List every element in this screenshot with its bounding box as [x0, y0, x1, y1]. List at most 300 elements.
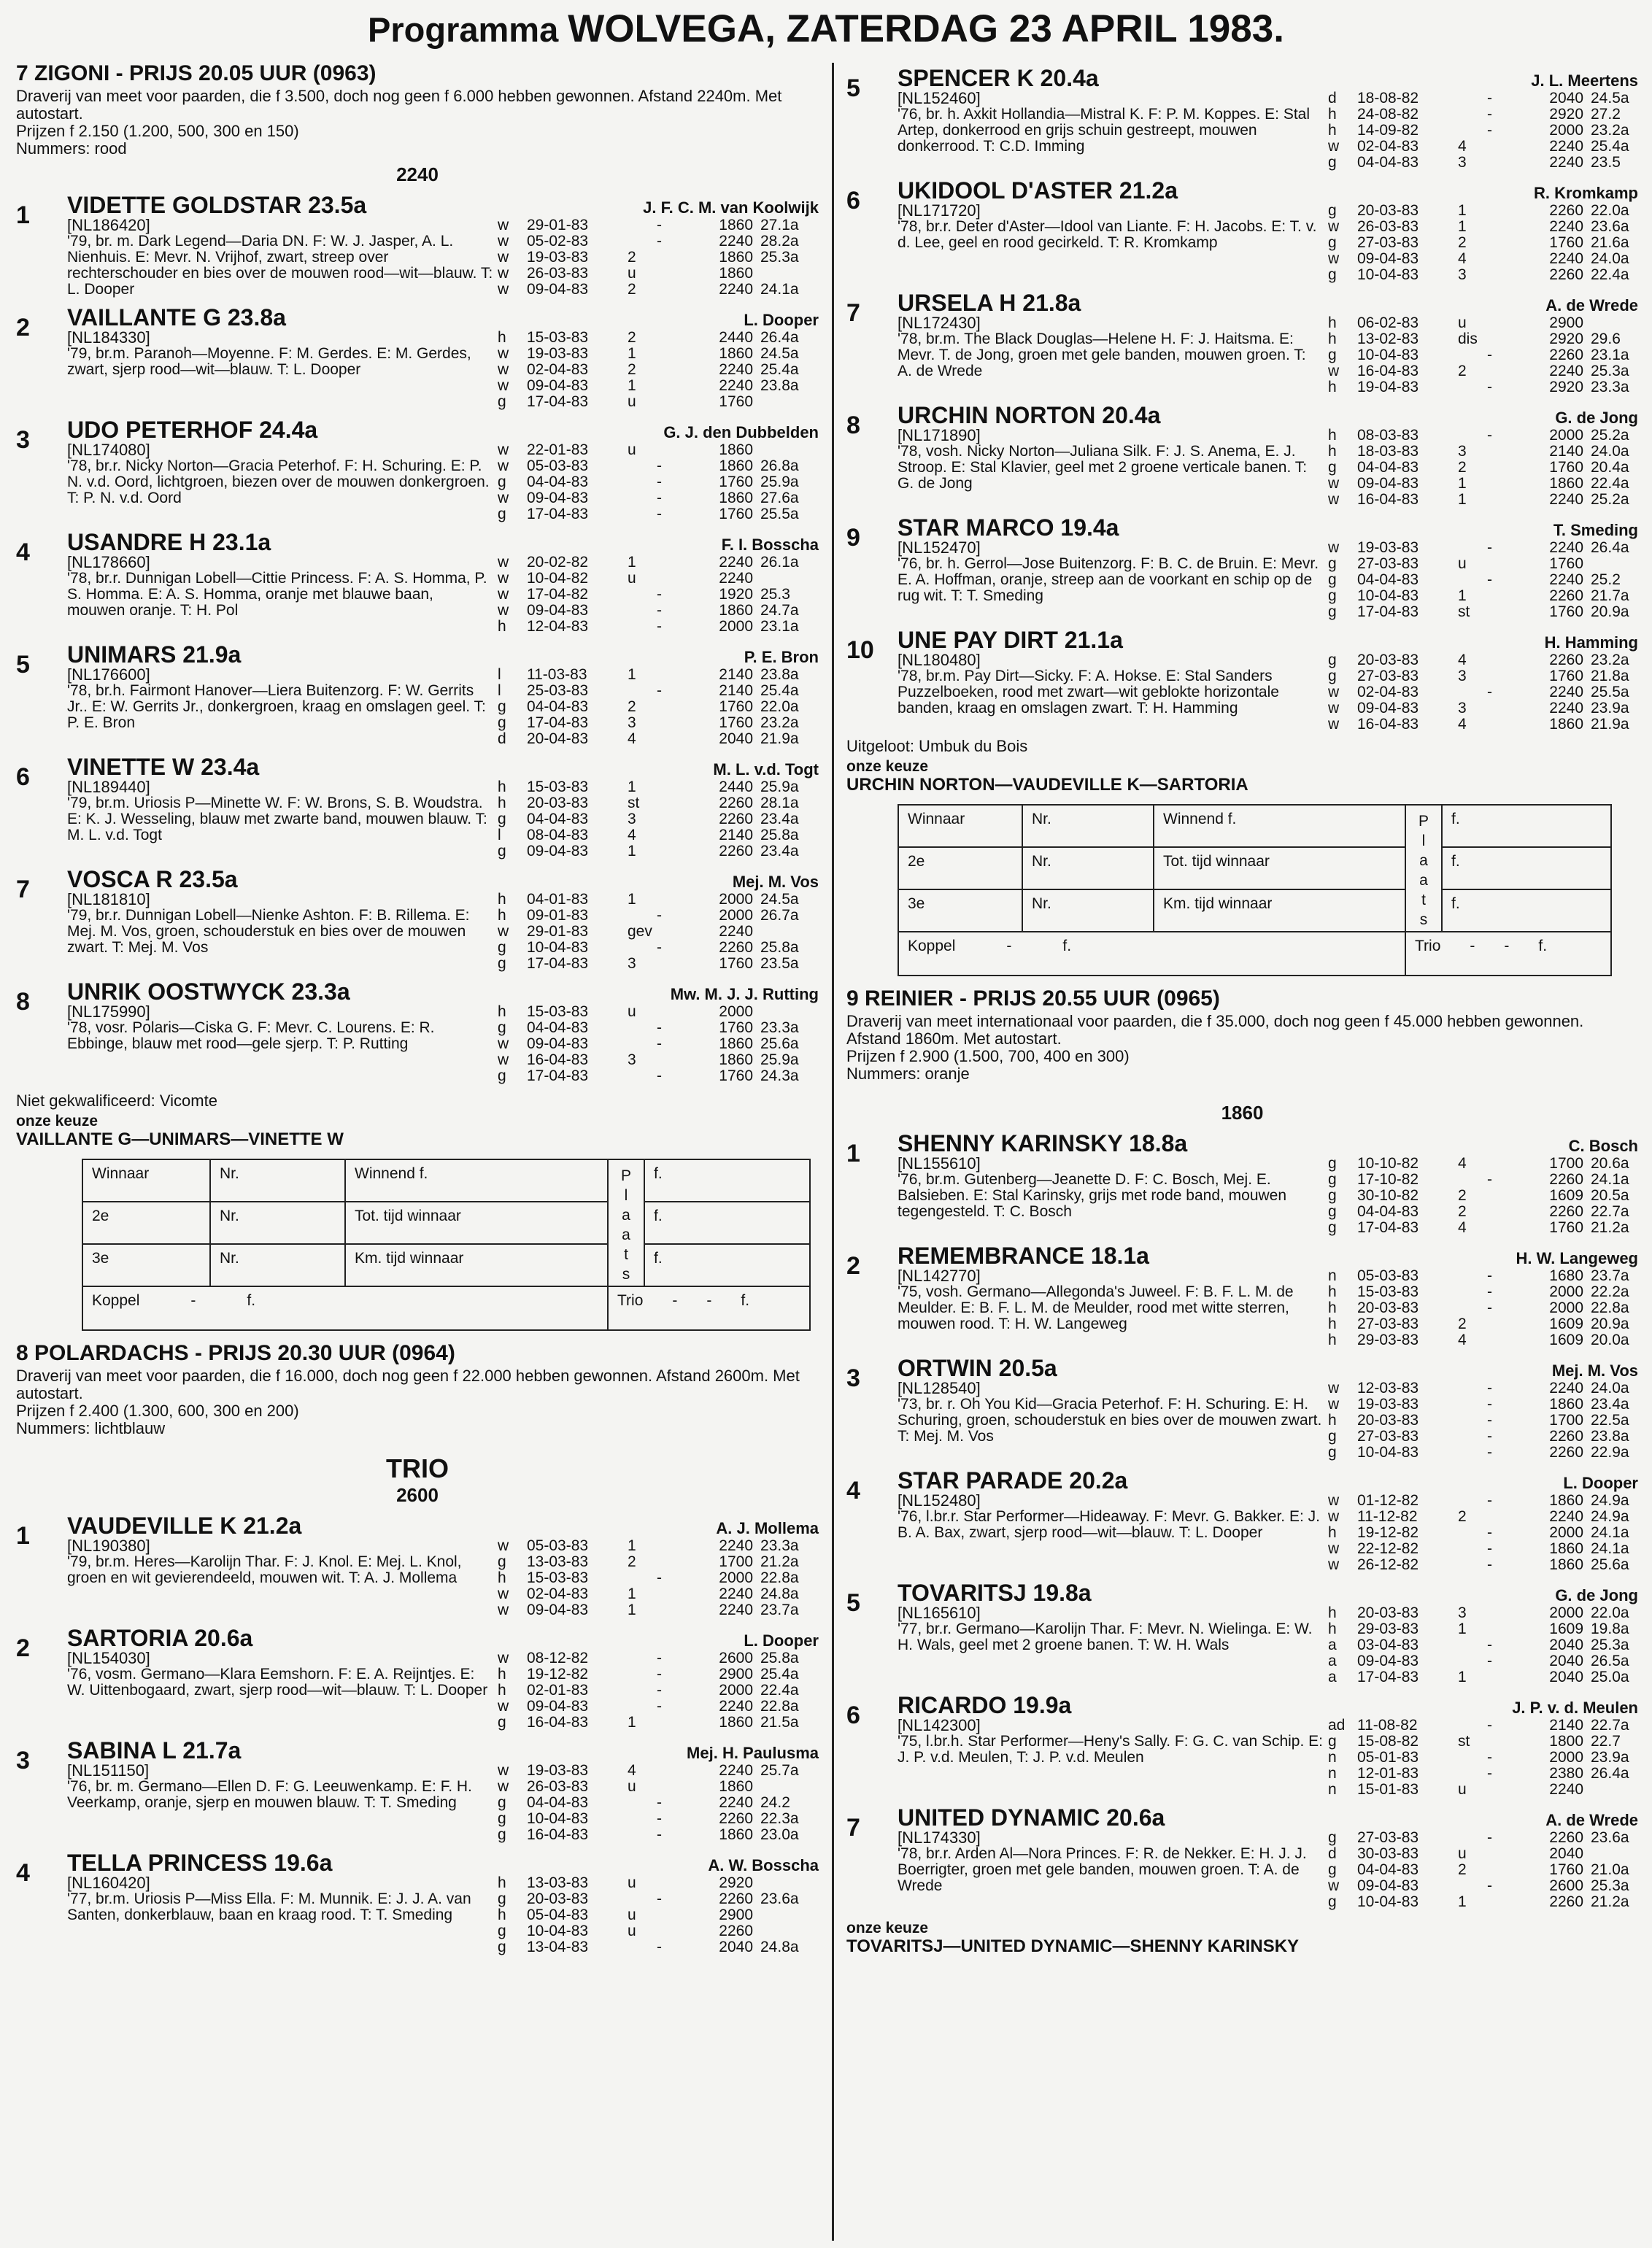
form-cell: l [498, 682, 501, 699]
driver-name: Mej. H. Paulusma [687, 1744, 819, 1762]
form-row [1328, 1653, 1638, 1669]
form-cell: 23.1a [1591, 347, 1629, 363]
form-cell: 2260 [1549, 587, 1583, 604]
form-cell: 24.0a [1591, 443, 1629, 460]
form-cell: 21.9a [760, 730, 799, 747]
form-cell: - [1487, 1556, 1492, 1573]
form-cell: g [1328, 347, 1337, 363]
form-cell: h [498, 1569, 506, 1586]
form-row [1328, 1332, 1638, 1348]
form-cell [760, 394, 819, 410]
bet-label-f: f. [1062, 938, 1072, 954]
form-row [498, 1586, 819, 1602]
form-cell: 11-12-82 [1357, 1508, 1418, 1525]
horse-number: 2 [16, 1634, 30, 1662]
horse-form-block [498, 754, 819, 860]
form-cell: 18-08-82 [1357, 90, 1419, 107]
form-cell: 20.9a [1591, 603, 1629, 620]
form-row [1328, 1718, 1638, 1734]
form-row [498, 233, 819, 250]
form-cell: d [1328, 90, 1337, 107]
horse-description: '78, br.m. Pay Dirt—Sicky. F: A. Hokse. E: Stal Sanders Puzzelboeken, rood met zwart—wit geblokte horizontale banden, kraag en omslagen zwart. T: H. Hamming [898, 668, 1279, 716]
form-cell: 2380 [1549, 1765, 1583, 1782]
horse-details [67, 193, 498, 298]
form-cell: - [657, 1666, 662, 1683]
form-cell [628, 1939, 657, 1955]
form-cell: 24.5a [1591, 90, 1629, 107]
bet-dash: - [190, 1292, 196, 1309]
form-cell: 25.6a [760, 1035, 799, 1052]
form-cell: g [498, 1890, 506, 1907]
form-row [1328, 1766, 1638, 1782]
form-cell: 22.4a [760, 1682, 799, 1699]
form-cell: 22.0a [760, 698, 799, 715]
form-cell: u [628, 265, 636, 282]
form-cell: 1 [628, 1714, 636, 1731]
form-cell: 09-04-83 [527, 843, 589, 860]
form-cell: 29-03-83 [1357, 1621, 1419, 1637]
form-cell: 1 [1458, 202, 1467, 219]
horse-number: 8 [846, 412, 860, 439]
form-cell: 29-01-83 [527, 923, 589, 940]
horse-entry [16, 1850, 819, 1955]
form-cell: 1860 [719, 1035, 753, 1052]
form-cell [628, 908, 657, 924]
form-cell: 25.9a [760, 779, 799, 795]
form-table [1328, 652, 1638, 733]
form-cell: w [498, 249, 509, 266]
form-cell: 1 [1458, 218, 1467, 235]
race-7-picks: VAILLANTE G—UNIMARS—VINETTE W [16, 1129, 344, 1149]
form-row [1328, 1493, 1638, 1509]
form-cell: - [657, 1794, 662, 1811]
form-cell [1591, 1782, 1638, 1798]
form-row [498, 217, 819, 233]
plaats-letter: l [624, 1187, 628, 1204]
form-cell: 2000 [1549, 1299, 1583, 1316]
form-cell: 2040 [1549, 1845, 1583, 1862]
form-cell: 26.4a [1591, 539, 1629, 556]
form-row [498, 330, 819, 346]
form-cell: ad [1328, 1717, 1346, 1734]
form-cell: g [1328, 1203, 1337, 1220]
form-cell: 4 [1458, 138, 1467, 155]
form-cell: 2240 [1549, 1508, 1583, 1525]
form-cell: 05-02-83 [527, 233, 589, 250]
form-cell: 22.5a [1591, 1412, 1629, 1429]
bet-label-winning: Winnend f. [346, 1160, 609, 1202]
form-cell: 16-04-83 [1357, 363, 1419, 379]
form-row [1328, 652, 1638, 668]
form-cell: w [498, 1602, 509, 1618]
form-cell: 2240 [719, 554, 753, 571]
form-cell: 26.7a [760, 907, 799, 924]
form-row [498, 1068, 819, 1084]
form-cell: 1860 [719, 217, 753, 233]
driver-name: J. L. Meertens [1531, 72, 1638, 90]
form-cell: 2260 [1549, 202, 1583, 219]
form-cell: 1860 [719, 457, 753, 474]
race-7-description: Draverij van meet voor paarden, die f 3.500, doch nog geen f 6.000 hebben gewonnen. Afstand 2240m. Met autostart. [16, 87, 782, 123]
form-cell [657, 892, 693, 908]
form-cell: 2920 [1549, 379, 1583, 395]
form-cell: 27.6a [760, 490, 799, 506]
form-row [1328, 700, 1638, 716]
form-cell: 19-12-82 [1357, 1524, 1419, 1541]
form-row [498, 1602, 819, 1618]
form-cell [657, 1923, 693, 1939]
form-cell [1487, 652, 1524, 668]
plaats-letter: t [1421, 892, 1426, 908]
form-row [498, 940, 819, 956]
form-cell: 21.9a [1591, 716, 1629, 733]
horse-code: [NL190380] [67, 1537, 150, 1555]
form-row [498, 779, 819, 795]
form-cell: 26.8a [760, 457, 799, 474]
form-cell: 2240 [719, 1794, 753, 1811]
form-cell: 1 [1458, 1893, 1467, 1910]
left-column [16, 58, 819, 1960]
form-cell: 1860 [719, 602, 753, 619]
bet-koppel [899, 932, 1406, 975]
horse-number: 10 [846, 636, 874, 664]
bet-dash: - [672, 1292, 678, 1309]
form-cell: 1700 [719, 1553, 753, 1570]
form-cell: 24.7a [760, 602, 799, 619]
horse-form-block [498, 417, 819, 522]
form-cell: g [1328, 234, 1337, 251]
horse-name: UNITED DYNAMIC 20.6a [898, 1804, 1165, 1831]
form-table [1328, 1605, 1638, 1685]
horse-name: ORTWIN 20.5a [898, 1355, 1057, 1381]
horse-code: [NL171720] [898, 201, 981, 220]
horse-details [67, 1626, 498, 1731]
horse-name: UNIMARS 21.9a [67, 641, 242, 668]
form-cell: 16-04-83 [527, 1826, 589, 1843]
form-cell: 1860 [719, 265, 753, 282]
form-cell [628, 587, 657, 603]
form-cell: 10-04-83 [1357, 266, 1419, 283]
form-cell: 04-04-83 [527, 1794, 589, 1811]
bet-label-total-time: Tot. tijd winnaar [346, 1202, 609, 1245]
form-cell: 22.2a [1591, 1283, 1629, 1300]
form-cell: 2000 [1549, 1283, 1583, 1300]
form-cell [657, 924, 693, 940]
form-cell: 1609 [1549, 1316, 1583, 1332]
form-row [1328, 1172, 1638, 1188]
horse-details [67, 530, 498, 635]
horse-description: '79, br.m. Paranoh—Moyenne. F: M. Gerdes. E: M. Gerdes, zwart, sjerp rood—wit—blauw. T: L. Dooper [67, 345, 471, 378]
form-cell: w [498, 361, 509, 378]
form-cell: 02-01-83 [527, 1682, 589, 1699]
form-row [1328, 476, 1638, 492]
form-table [1328, 1268, 1638, 1348]
form-cell: 05-03-83 [527, 1537, 589, 1554]
form-cell: 15-03-83 [527, 1003, 589, 1020]
form-row [1328, 251, 1638, 267]
form-row [498, 378, 819, 394]
form-cell: 2 [1458, 459, 1467, 476]
bet-label-nr: Nr. [211, 1245, 346, 1287]
form-cell [1458, 1300, 1487, 1316]
form-cell: 24.3a [760, 1067, 799, 1084]
plaats-letter: a [1419, 872, 1428, 889]
form-cell: 22.8a [760, 1698, 799, 1715]
horse-form-block [498, 1738, 819, 1843]
form-row [498, 843, 819, 860]
horse-form-block [498, 1850, 819, 1955]
horse-details [67, 1738, 498, 1843]
form-cell [1487, 700, 1524, 716]
form-cell: 25.9a [760, 474, 799, 490]
form-cell [657, 1779, 693, 1795]
form-row [498, 1875, 819, 1891]
form-cell: 4 [628, 827, 636, 843]
form-cell: 27-03-83 [1357, 234, 1419, 251]
form-cell [628, 619, 657, 635]
form-cell: 19.8a [1591, 1621, 1629, 1637]
form-cell [657, 282, 693, 298]
horse-description: '78, vosr. Polaris—Ciska G. F: Mevr. C. Lourens. E: R. Ebbinge, blauw met rood—gele sjerp. T: P. Rutting [67, 1019, 435, 1052]
form-cell: g [1328, 1219, 1337, 1236]
form-cell: 2240 [1549, 363, 1583, 379]
bet-dash: - [1504, 938, 1510, 954]
form-cell [657, 1875, 693, 1891]
form-cell: 2260 [1549, 1428, 1583, 1445]
form-cell: 09-04-83 [527, 602, 589, 619]
form-cell: 22.8a [1591, 1299, 1629, 1316]
form-cell: - [1487, 1765, 1492, 1782]
form-cell: w [1328, 1508, 1340, 1525]
form-cell [1458, 1830, 1487, 1846]
horse-description: '78, br.r. Arden Al—Nora Princes. F: R. de Nekker. E: H. J. J. Boerrigter, groen met gele banden, mouwen groen. T: A. de Wrede [898, 1845, 1307, 1894]
form-cell [1487, 363, 1524, 379]
driver-name: F. I. Bosscha [721, 536, 819, 554]
horse-description: '76, l.br.r. Star Performer—Hideaway. F: Mevr. G. Bakker. E: J. B. A. Bax, zwart, sjerp rood—wit—blauw. T: L. Dooper [898, 1508, 1320, 1541]
form-cell: 2920 [1549, 331, 1583, 347]
horse-form-block [1328, 1131, 1638, 1236]
form-cell: 15-01-83 [1357, 1781, 1419, 1798]
form-cell: 1860 [1549, 1396, 1583, 1413]
bet-label-winning: Winnend f. [1154, 806, 1406, 848]
form-cell: u [1458, 1781, 1467, 1798]
form-cell: w [498, 586, 509, 603]
form-table [498, 217, 819, 298]
form-cell: - [657, 457, 662, 474]
form-cell: - [657, 618, 662, 635]
form-cell: 26.4a [1591, 1765, 1629, 1782]
form-cell: - [1487, 1380, 1492, 1397]
form-cell: - [657, 1826, 662, 1843]
form-row [1328, 107, 1638, 123]
form-cell: g [498, 1939, 506, 1955]
form-cell: 20-04-83 [527, 730, 589, 747]
form-cell: g [1328, 1861, 1337, 1878]
form-cell [1458, 1541, 1487, 1557]
form-table [1328, 1493, 1638, 1573]
form-row [1328, 331, 1638, 347]
form-cell: - [657, 1939, 662, 1955]
horse-code: [NL172430] [898, 314, 981, 332]
form-cell: - [1487, 427, 1492, 444]
form-cell: 1609 [1549, 1621, 1583, 1637]
form-cell: - [657, 1698, 662, 1715]
form-cell: 2240 [719, 1537, 753, 1554]
form-cell: 1760 [719, 506, 753, 522]
form-row [1328, 428, 1638, 444]
form-cell: 1760 [719, 1019, 753, 1036]
horse-code: [NL160420] [67, 1874, 150, 1892]
form-cell: w [498, 1051, 509, 1068]
form-table [1328, 315, 1638, 395]
horse-details [898, 1243, 1328, 1348]
driver-name: H. Hamming [1544, 633, 1638, 652]
form-cell: u [628, 570, 636, 587]
form-cell: 1760 [1549, 603, 1583, 620]
form-cell: 2240 [719, 361, 753, 378]
form-cell: - [657, 1650, 662, 1666]
form-cell: w [498, 233, 509, 250]
form-cell: w [1328, 700, 1340, 716]
bet-label-winner: Winnaar [899, 806, 1023, 848]
form-cell: w [1328, 1396, 1340, 1413]
horse-details [67, 642, 498, 747]
form-cell [1458, 1557, 1487, 1573]
form-cell: 20-03-83 [527, 795, 589, 811]
form-cell: h [1328, 1621, 1337, 1637]
form-cell: 19-03-83 [527, 249, 589, 266]
form-cell: 4 [1458, 1155, 1467, 1172]
horse-entry [846, 1580, 1638, 1685]
horse-number: 5 [846, 74, 860, 102]
horse-entry [846, 1243, 1638, 1348]
form-cell: 2 [1458, 1203, 1467, 1220]
form-cell: - [657, 233, 662, 250]
form-cell: 1860 [1549, 1540, 1583, 1557]
horse-entry [16, 417, 819, 522]
horse-code: [NL128540] [898, 1379, 981, 1397]
form-cell: g [1328, 668, 1337, 684]
form-cell [1487, 139, 1524, 155]
race-8-number-colour: Nummers: lichtblauw [16, 1419, 166, 1437]
horse-code: [NL151150] [67, 1761, 150, 1780]
race-8-heading: 8 POLARDACHS - PRIJS 20.30 UUR (0964) [16, 1341, 455, 1365]
form-cell: 2900 [719, 1666, 753, 1683]
form-cell: 1 [628, 377, 636, 394]
race-9-heading: 9 REINIER - PRIJS 20.55 UUR (0965) [846, 986, 1220, 1011]
horse-number: 6 [846, 1702, 860, 1729]
form-row [1328, 1541, 1638, 1557]
form-cell: 4 [1458, 250, 1467, 267]
horse-details [67, 417, 498, 522]
form-cell: 04-04-83 [1357, 1203, 1419, 1220]
form-cell: 4 [628, 730, 636, 747]
form-cell: 10-04-83 [527, 1923, 589, 1939]
form-cell: g [1328, 587, 1337, 604]
form-cell: u [628, 1874, 636, 1891]
form-cell: 2000 [1549, 122, 1583, 139]
horse-entry [846, 515, 1638, 620]
form-cell: h [1328, 1283, 1337, 1300]
column-divider [832, 63, 834, 2241]
bet-label-f: f. [741, 1292, 750, 1309]
form-row [1328, 1204, 1638, 1220]
form-cell: 2240 [1549, 250, 1583, 267]
form-cell: 10-04-83 [1357, 1893, 1419, 1910]
horse-details [67, 1850, 498, 1955]
form-row [1328, 1605, 1638, 1621]
horse-entry [846, 1131, 1638, 1236]
form-cell: w [498, 345, 509, 362]
horse-description: '78, br.m. The Black Douglas—Helene H. F: J. Haitsma. E: Mevr. T. de Jong, groen met gele banden, mouwen groen. T: A. de Wrede [898, 331, 1306, 379]
form-cell: 28.1a [760, 795, 799, 811]
form-row [498, 731, 819, 747]
horse-code: [NL142300] [898, 1716, 981, 1734]
form-cell [1487, 1669, 1524, 1685]
form-cell: w [498, 377, 509, 394]
form-table [1328, 1718, 1638, 1798]
form-table [498, 1763, 819, 1843]
form-cell [657, 1602, 693, 1618]
form-cell: 1860 [719, 1051, 753, 1068]
race-9-picks: TOVARITSJ—UNITED DYNAMIC—SHENNY KARINSKY [846, 1936, 1300, 1956]
form-row [1328, 1894, 1638, 1910]
form-cell [1487, 1509, 1524, 1525]
form-cell: 2 [1458, 1508, 1467, 1525]
form-cell: 1860 [719, 249, 753, 266]
form-cell: 2260 [719, 1923, 753, 1939]
form-cell: 23.3a [760, 1537, 799, 1554]
form-row [1328, 1734, 1638, 1750]
form-cell: 20-03-83 [1357, 1299, 1419, 1316]
horse-number: 3 [16, 1747, 30, 1774]
horse-name: USANDRE H 23.1a [67, 529, 271, 555]
form-cell: 02-04-83 [1357, 138, 1419, 155]
form-row [1328, 1156, 1638, 1172]
form-cell: 1860 [719, 345, 753, 362]
form-cell [1487, 219, 1524, 235]
form-row [498, 1538, 819, 1554]
form-cell: 26-03-83 [527, 265, 589, 282]
form-cell: 2260 [719, 795, 753, 811]
form-cell: g [1328, 1155, 1337, 1172]
horse-description: '76, br. m. Germano—Ellen D. F: G. Leeuwenkamp. E: F. H. Veerkamp, oranje, sjerp en mouwen blauw. T: T. Smeding [67, 1778, 472, 1811]
form-cell: h [1328, 1332, 1337, 1348]
plaats-letter: a [622, 1207, 630, 1224]
plaats-letter: s [1419, 911, 1428, 928]
form-cell: - [657, 490, 662, 506]
horse-form-block [1328, 178, 1638, 283]
form-cell: 2240 [719, 570, 753, 587]
form-cell: w [498, 265, 509, 282]
race-7-heading: 7 ZIGONI - PRIJS 20.05 UUR (0963) [16, 61, 377, 85]
form-row [498, 699, 819, 715]
form-cell [628, 233, 657, 250]
form-cell: 08-12-82 [527, 1650, 589, 1666]
form-cell [1487, 203, 1524, 219]
form-row [1328, 1397, 1638, 1413]
bet-dash: - [1006, 938, 1012, 954]
form-cell: g [1328, 603, 1337, 620]
form-row [498, 1020, 819, 1036]
form-cell: 09-04-83 [1357, 700, 1419, 716]
form-cell: 09-04-83 [527, 377, 589, 394]
form-cell: 2140 [1549, 443, 1583, 460]
form-cell: l [498, 827, 501, 843]
form-row [498, 603, 819, 619]
form-cell: g [498, 1553, 506, 1570]
form-cell: 05-03-83 [1357, 1267, 1419, 1284]
